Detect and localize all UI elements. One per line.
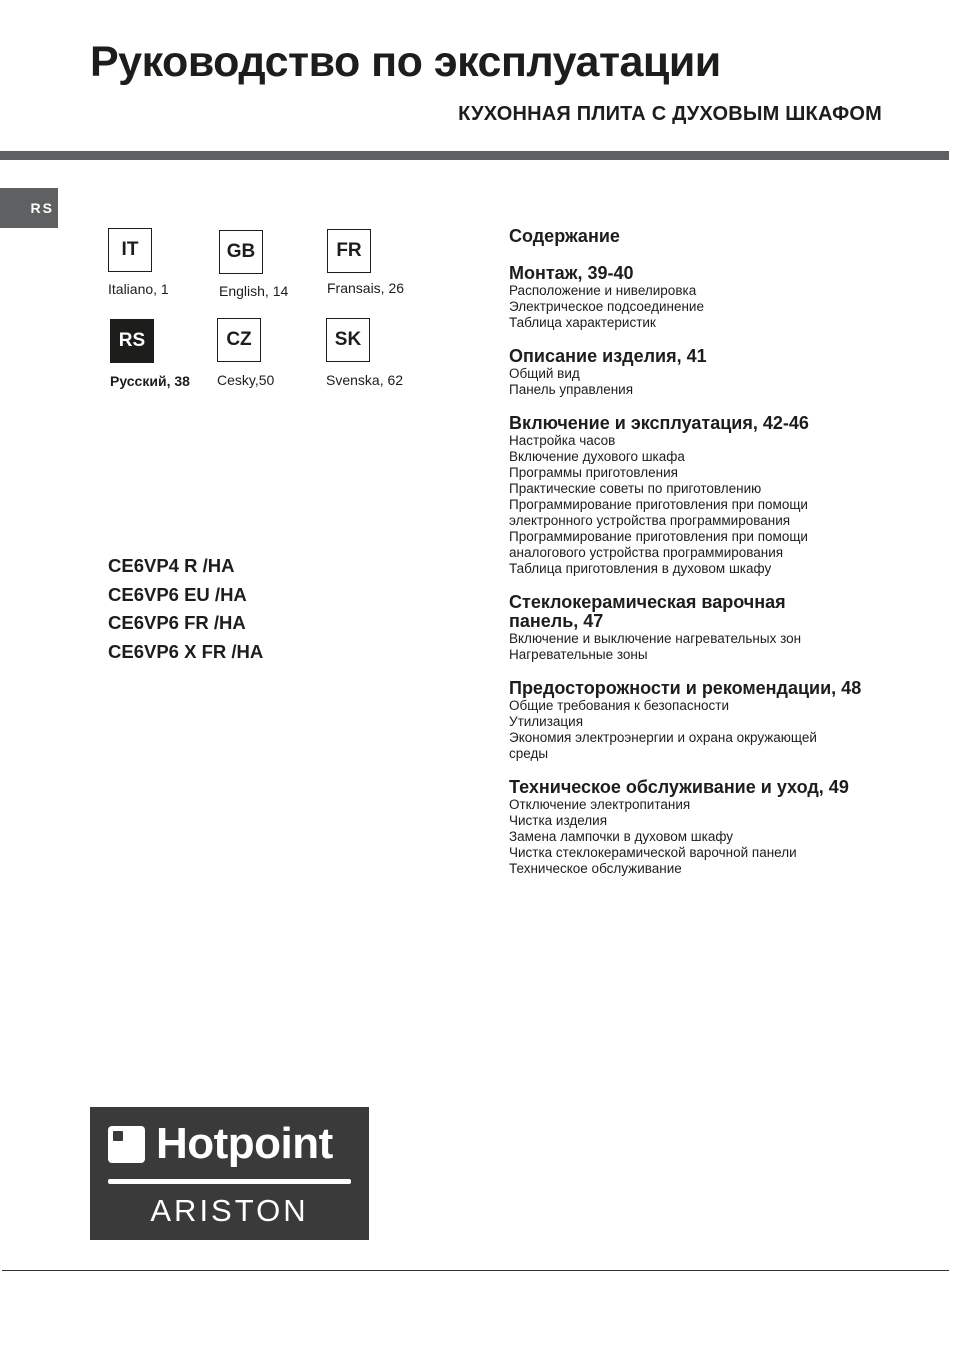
language-name: Italiano, 1 bbox=[108, 281, 169, 297]
toc-item: Утилизация bbox=[509, 714, 583, 729]
toc-section bbox=[509, 414, 909, 577]
toc-item: Настройка часов bbox=[509, 433, 616, 448]
language-code: SK bbox=[326, 318, 370, 362]
toc-section-heading[interactable]: Описание изделия, 41 bbox=[509, 346, 707, 366]
language-code: FR bbox=[327, 229, 371, 273]
language-name: Русский, 38 bbox=[110, 373, 190, 389]
toc-item: Таблица приготовления в духовом шкафу bbox=[509, 561, 772, 576]
toc-item: Таблица характеристик bbox=[509, 315, 656, 330]
toc-section-heading[interactable]: Монтаж, 39-40 bbox=[509, 263, 634, 283]
toc-item: Чистка стеклокерамической варочной панели bbox=[509, 845, 797, 860]
toc-item: Программирование приготовления при помощи bbox=[509, 529, 808, 544]
toc-item: Чистка изделия bbox=[509, 813, 608, 828]
toc-section bbox=[509, 264, 909, 331]
language-code: RS bbox=[110, 319, 154, 363]
logo-brand-top: Hotpoint bbox=[156, 1119, 333, 1168]
language-tab: RS bbox=[0, 188, 58, 228]
toc-item: Программы приготовления bbox=[509, 465, 678, 480]
language-item-rs[interactable] bbox=[110, 319, 220, 390]
hotpoint-square-icon bbox=[108, 1126, 145, 1163]
toc-item: Отключение электропитания bbox=[509, 797, 691, 812]
language-item-fr[interactable] bbox=[327, 229, 437, 297]
language-item-gb[interactable] bbox=[219, 230, 329, 300]
model-list bbox=[108, 552, 263, 667]
toc-section bbox=[509, 778, 909, 877]
toc-item: Техническое обслуживание bbox=[509, 861, 682, 876]
toc-section bbox=[509, 593, 909, 663]
language-code: IT bbox=[108, 228, 152, 272]
toc-item: Панель управления bbox=[509, 382, 634, 397]
footer-divider bbox=[2, 1270, 949, 1271]
logo-brand-bottom: ARISTON bbox=[150, 1193, 309, 1228]
toc-title: Содержание bbox=[509, 226, 620, 246]
toc-item: Замена лампочки в духовом шкафу bbox=[509, 829, 734, 844]
toc-item: Расположение и нивелировка bbox=[509, 283, 697, 298]
language-item-cz[interactable] bbox=[217, 318, 327, 389]
toc-item: Общий вид bbox=[509, 366, 580, 381]
page-title: Руководство по эксплуатации bbox=[90, 38, 721, 86]
toc-item: Включение и выключение нагревательных зон bbox=[509, 631, 802, 646]
header-divider bbox=[0, 151, 949, 160]
toc-item: Электрическое подсоединение bbox=[509, 299, 704, 314]
toc-section-heading[interactable]: Стеклокерамическая варочная панель, 47 bbox=[509, 592, 786, 631]
language-name: Cesky,50 bbox=[217, 372, 275, 388]
model-name: CE6VP6 X FR /HA bbox=[108, 641, 264, 663]
brand-logo bbox=[90, 1107, 369, 1240]
logo-divider bbox=[108, 1179, 351, 1184]
toc-item: Практические советы по приготовлению bbox=[509, 481, 762, 496]
toc-item: среды bbox=[509, 746, 549, 761]
table-of-contents bbox=[509, 226, 909, 893]
language-name: English, 14 bbox=[219, 283, 289, 299]
language-item-it[interactable] bbox=[108, 228, 218, 298]
language-code: GB bbox=[219, 230, 263, 274]
toc-section-heading[interactable]: Техническое обслуживание и уход, 49 bbox=[509, 777, 849, 797]
toc-section bbox=[509, 679, 909, 762]
page-subtitle: КУХОННАЯ ПЛИТА С ДУХОВЫМ ШКАФОМ bbox=[458, 103, 882, 125]
toc-item: аналогового устройства программирования bbox=[509, 545, 784, 560]
toc-item: Общие требования к безопасности bbox=[509, 698, 730, 713]
language-code: CZ bbox=[217, 318, 261, 362]
toc-item: Включение духового шкафа bbox=[509, 449, 685, 464]
language-name: Fransais, 26 bbox=[327, 280, 405, 296]
language-item-sk[interactable] bbox=[326, 318, 436, 389]
toc-item: Экономия электроэнергии и охрана окружающей bbox=[509, 730, 817, 745]
toc-item: электронного устройства программирования bbox=[509, 513, 791, 528]
toc-item: Программирование приготовления при помощи bbox=[509, 497, 808, 512]
language-index bbox=[108, 228, 438, 428]
toc-item: Нагревательные зоны bbox=[509, 647, 648, 662]
toc-section-heading[interactable]: Предосторожности и рекомендации, 48 bbox=[509, 678, 862, 698]
model-name: CE6VP4 R /HA bbox=[108, 555, 235, 576]
toc-section-heading[interactable]: Включение и эксплуатация, 42-46 bbox=[509, 413, 809, 433]
language-name: Svenska, 62 bbox=[326, 372, 404, 388]
toc-section bbox=[509, 347, 909, 398]
model-name: CE6VP6 EU /HA bbox=[108, 583, 247, 605]
model-name: CE6VP6 FR /HA bbox=[108, 612, 246, 634]
